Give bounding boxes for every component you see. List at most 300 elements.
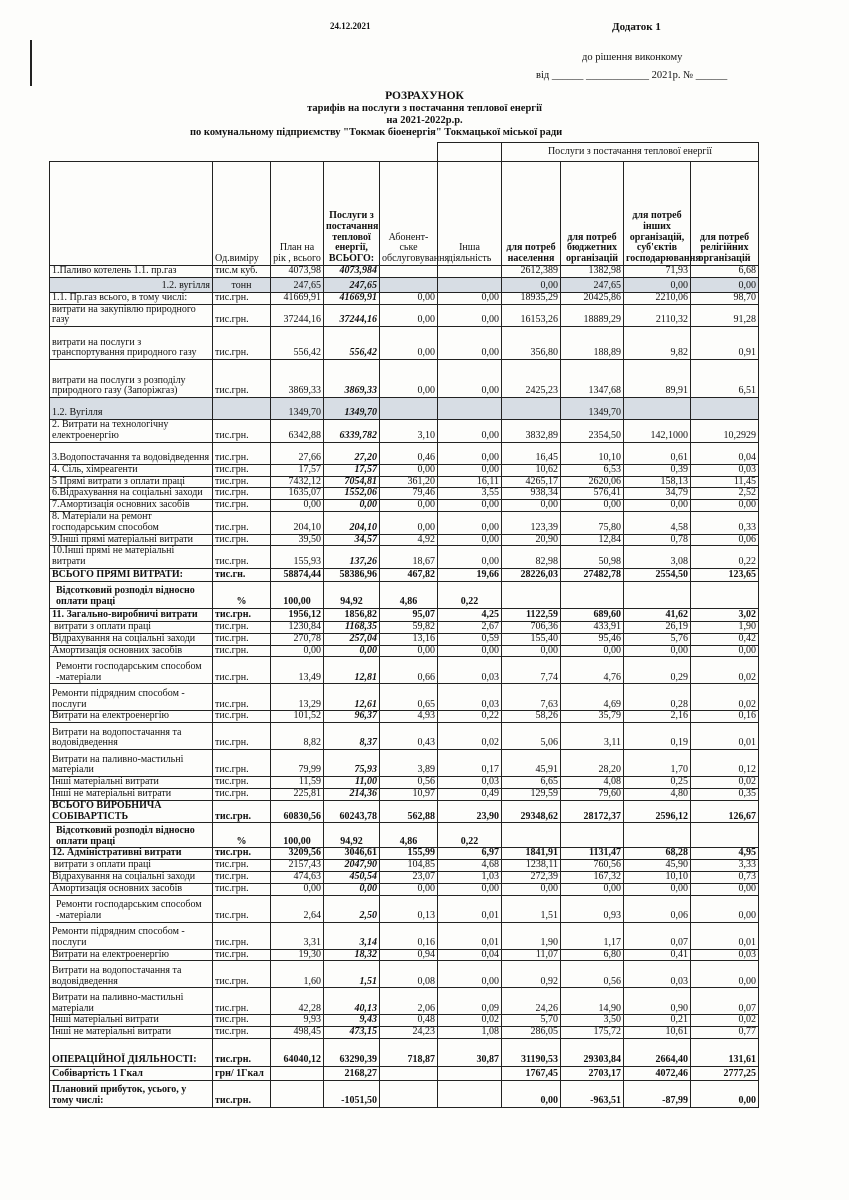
row-label: 11. Загально-виробничі витрати bbox=[50, 608, 213, 621]
value-cell: 938,34 bbox=[502, 488, 561, 500]
value-cell: 0,00 bbox=[380, 292, 438, 304]
document-enterprise: по комунальному підприємству "Токмак біоенергія" Токмацької міської ради bbox=[190, 127, 563, 138]
value-cell: 4,76 bbox=[561, 657, 624, 684]
value-cell: 2,06 bbox=[380, 988, 438, 1015]
value-cell: 0,00 bbox=[624, 883, 691, 895]
unit-cell: тис.грн. bbox=[213, 534, 271, 546]
value-cell: 0,03 bbox=[691, 949, 759, 961]
total-value-cell: 1,51 bbox=[324, 961, 380, 988]
value-cell bbox=[271, 1066, 324, 1080]
value-cell: 361,20 bbox=[380, 476, 438, 488]
value-cell: 45,91 bbox=[502, 750, 561, 777]
value-cell: 2,16 bbox=[624, 711, 691, 723]
value-cell: 706,36 bbox=[502, 621, 561, 633]
row-label: Амортизація основних засобів bbox=[50, 645, 213, 657]
table-row bbox=[50, 327, 759, 360]
value-cell: 0,17 bbox=[438, 750, 502, 777]
total-value-cell: 11,00 bbox=[324, 777, 380, 789]
value-cell: 0,00 bbox=[624, 277, 691, 292]
value-cell: 3,33 bbox=[691, 860, 759, 872]
value-cell: 23,07 bbox=[380, 871, 438, 883]
value-cell: 286,05 bbox=[502, 1027, 561, 1039]
column-header: для потреб бюджетних організацій bbox=[561, 162, 624, 266]
value-cell: 0,61 bbox=[624, 442, 691, 464]
value-cell: 6,53 bbox=[561, 464, 624, 476]
unit-cell: тонн bbox=[213, 277, 271, 292]
total-value-cell: 2168,27 bbox=[324, 1066, 380, 1080]
total-value-cell: -1051,50 bbox=[324, 1080, 380, 1107]
value-cell: 0,01 bbox=[691, 922, 759, 949]
value-cell bbox=[380, 1080, 438, 1107]
table-row bbox=[50, 608, 759, 621]
header-blank-cell bbox=[271, 143, 324, 162]
value-cell: 1,90 bbox=[691, 621, 759, 633]
unit-cell: тис.грн. bbox=[213, 476, 271, 488]
value-cell: 2596,12 bbox=[624, 800, 691, 823]
value-cell: 18935,29 bbox=[502, 292, 561, 304]
value-cell: 2620,06 bbox=[561, 476, 624, 488]
value-cell: 0,19 bbox=[624, 723, 691, 750]
value-cell: 27482,78 bbox=[561, 568, 624, 581]
value-cell: 2110,32 bbox=[624, 304, 691, 327]
value-cell: 270,78 bbox=[271, 633, 324, 645]
value-cell: 1349,70 bbox=[561, 398, 624, 420]
value-cell: 30,87 bbox=[438, 1038, 502, 1066]
value-cell: 5,06 bbox=[502, 723, 561, 750]
value-cell: 3,55 bbox=[438, 488, 502, 500]
decision-label: до рішення виконкому bbox=[582, 52, 683, 63]
value-cell: 3,02 bbox=[691, 608, 759, 621]
value-cell: 4,58 bbox=[624, 511, 691, 534]
unit-cell: тис.грн. bbox=[213, 464, 271, 476]
total-value-cell: 7054,81 bbox=[324, 476, 380, 488]
table-row bbox=[50, 420, 759, 443]
table-row bbox=[50, 633, 759, 645]
value-cell: 24,26 bbox=[502, 988, 561, 1015]
value-cell: 142,1000 bbox=[624, 420, 691, 443]
header-blank-cell bbox=[213, 143, 271, 162]
unit-cell: тис.грн. bbox=[213, 949, 271, 961]
value-cell: 1122,59 bbox=[502, 608, 561, 621]
total-value-cell: 75,93 bbox=[324, 750, 380, 777]
value-cell: 1956,12 bbox=[271, 608, 324, 621]
value-cell: 556,42 bbox=[271, 327, 324, 360]
value-cell: 123,65 bbox=[691, 568, 759, 581]
total-value-cell: 4073,984 bbox=[324, 266, 380, 278]
total-value-cell: 450,54 bbox=[324, 871, 380, 883]
row-label: 9.Інші прямі матеріальні витрати bbox=[50, 534, 213, 546]
value-cell: 129,59 bbox=[502, 788, 561, 800]
unit-cell: тис.грн. bbox=[213, 327, 271, 360]
value-cell: 1230,84 bbox=[271, 621, 324, 633]
value-cell bbox=[438, 266, 502, 278]
total-value-cell: 34,57 bbox=[324, 534, 380, 546]
row-label: Витрати на електроенергію bbox=[50, 711, 213, 723]
annex-label: Додаток 1 bbox=[612, 21, 661, 33]
value-cell: 433,91 bbox=[561, 621, 624, 633]
value-cell: 0,56 bbox=[561, 961, 624, 988]
total-value-cell: 3,14 bbox=[324, 922, 380, 949]
value-cell: 28226,03 bbox=[502, 568, 561, 581]
value-cell: 0,13 bbox=[380, 895, 438, 922]
value-cell: 0,41 bbox=[624, 949, 691, 961]
table-row bbox=[50, 949, 759, 961]
total-value-cell: 214,36 bbox=[324, 788, 380, 800]
document-date: 24.12.2021 bbox=[330, 21, 371, 31]
value-cell: 7,74 bbox=[502, 657, 561, 684]
row-label: Інші матеріальні витрати bbox=[50, 777, 213, 789]
value-cell: 0,56 bbox=[380, 777, 438, 789]
row-label: 12. Адміністративні витрати bbox=[50, 848, 213, 860]
value-cell: 75,80 bbox=[561, 511, 624, 534]
value-cell: 0,00 bbox=[502, 500, 561, 512]
value-cell: 12,84 bbox=[561, 534, 624, 546]
total-value-cell: 3046,61 bbox=[324, 848, 380, 860]
value-cell: 42,28 bbox=[271, 988, 324, 1015]
table-row bbox=[50, 848, 759, 860]
value-cell bbox=[502, 581, 561, 608]
value-cell: 0,28 bbox=[624, 684, 691, 711]
unit-cell: тис.м куб. bbox=[213, 266, 271, 278]
value-cell: 356,80 bbox=[502, 327, 561, 360]
unit-cell: тис.грн. bbox=[213, 848, 271, 860]
value-cell: 95,46 bbox=[561, 633, 624, 645]
value-cell: 17,57 bbox=[271, 464, 324, 476]
unit-cell: тис.грн. bbox=[213, 684, 271, 711]
value-cell: 155,40 bbox=[502, 633, 561, 645]
unit-cell: тис.грн. bbox=[213, 292, 271, 304]
unit-cell: тис.грн. bbox=[213, 645, 271, 657]
table-row bbox=[50, 723, 759, 750]
table-row bbox=[50, 860, 759, 872]
unit-cell: тис.грн. bbox=[213, 304, 271, 327]
value-cell: 0,00 bbox=[271, 500, 324, 512]
column-header: для потреб інших організацій, суб'єктів господарювання bbox=[624, 162, 691, 266]
value-cell: 8,82 bbox=[271, 723, 324, 750]
value-cell: 0,77 bbox=[691, 1027, 759, 1039]
value-cell: 0,00 bbox=[691, 883, 759, 895]
table-row bbox=[50, 360, 759, 398]
value-cell: 1349,70 bbox=[271, 398, 324, 420]
group-header-row bbox=[50, 143, 759, 162]
unit-cell: тис.грн. bbox=[213, 420, 271, 443]
value-cell: 4072,46 bbox=[624, 1066, 691, 1080]
value-cell: 0,73 bbox=[691, 871, 759, 883]
value-cell bbox=[438, 398, 502, 420]
value-cell bbox=[380, 398, 438, 420]
row-label: 1.2. Вугілля bbox=[50, 398, 213, 420]
value-cell: 79,99 bbox=[271, 750, 324, 777]
table-row bbox=[50, 800, 759, 823]
table-row bbox=[50, 488, 759, 500]
value-cell: 0,16 bbox=[380, 922, 438, 949]
value-cell: 247,65 bbox=[271, 277, 324, 292]
value-cell: 58874,44 bbox=[271, 568, 324, 581]
value-cell: 167,32 bbox=[561, 871, 624, 883]
value-cell: 0,00 bbox=[502, 1080, 561, 1107]
row-label: Інші матеріальні витрати bbox=[50, 1015, 213, 1027]
table-row bbox=[50, 823, 759, 848]
unit-cell: грн/ 1Гкал bbox=[213, 1066, 271, 1080]
value-cell: 155,93 bbox=[271, 546, 324, 569]
unit-cell bbox=[213, 398, 271, 420]
value-cell: 0,00 bbox=[438, 304, 502, 327]
unit-cell: тис.грн. bbox=[213, 988, 271, 1015]
value-cell: 760,56 bbox=[561, 860, 624, 872]
value-cell: 45,90 bbox=[624, 860, 691, 872]
value-cell: 2425,23 bbox=[502, 360, 561, 398]
value-cell: 0,66 bbox=[380, 657, 438, 684]
value-cell: 467,82 bbox=[380, 568, 438, 581]
unit-cell: тис.грн. bbox=[213, 711, 271, 723]
unit-cell: тис.грн. bbox=[213, 1038, 271, 1066]
value-cell: 60830,56 bbox=[271, 800, 324, 823]
value-cell: 0,00 bbox=[438, 292, 502, 304]
value-cell: 24,23 bbox=[380, 1027, 438, 1039]
unit-cell: тис.грн. bbox=[213, 871, 271, 883]
row-label: Ремонти господарським способом -матеріали bbox=[50, 895, 213, 922]
value-cell: 6,68 bbox=[691, 266, 759, 278]
unit-cell: тис.грн. bbox=[213, 608, 271, 621]
table-row bbox=[50, 1027, 759, 1039]
table-row bbox=[50, 788, 759, 800]
value-cell: 6,80 bbox=[561, 949, 624, 961]
total-value-cell: 94,92 bbox=[324, 823, 380, 848]
value-cell: 1,60 bbox=[271, 961, 324, 988]
value-cell: 13,16 bbox=[380, 633, 438, 645]
value-cell bbox=[624, 398, 691, 420]
table-row bbox=[50, 684, 759, 711]
value-cell: 26,19 bbox=[624, 621, 691, 633]
value-cell: 0,33 bbox=[691, 511, 759, 534]
value-cell: 0,00 bbox=[624, 645, 691, 657]
row-label: 4. Сіль, хімреагенти bbox=[50, 464, 213, 476]
table-row bbox=[50, 750, 759, 777]
value-cell: 0,00 bbox=[691, 895, 759, 922]
column-header bbox=[50, 162, 213, 266]
value-cell: 10,61 bbox=[624, 1027, 691, 1039]
value-cell: 0,00 bbox=[380, 327, 438, 360]
value-cell bbox=[624, 823, 691, 848]
value-cell: 0,02 bbox=[691, 1015, 759, 1027]
unit-cell: тис.грн. bbox=[213, 511, 271, 534]
value-cell: 1841,91 bbox=[502, 848, 561, 860]
value-cell: 0,02 bbox=[438, 1015, 502, 1027]
value-cell: 91,28 bbox=[691, 304, 759, 327]
value-cell: 0,00 bbox=[380, 464, 438, 476]
value-cell: 272,39 bbox=[502, 871, 561, 883]
value-cell: 0,01 bbox=[438, 922, 502, 949]
value-cell: 0,00 bbox=[691, 500, 759, 512]
value-cell: 2777,25 bbox=[691, 1066, 759, 1080]
value-cell: 3,08 bbox=[624, 546, 691, 569]
row-label: 7.Амортизація основних засобів bbox=[50, 500, 213, 512]
value-cell: 0,00 bbox=[691, 645, 759, 657]
value-cell: 37244,16 bbox=[271, 304, 324, 327]
value-cell: 4,69 bbox=[561, 684, 624, 711]
value-cell: 3,10 bbox=[380, 420, 438, 443]
value-cell: 7,63 bbox=[502, 684, 561, 711]
value-cell: 0,22 bbox=[438, 711, 502, 723]
value-cell: 28172,37 bbox=[561, 800, 624, 823]
value-cell: 175,72 bbox=[561, 1027, 624, 1039]
value-cell: 4,80 bbox=[624, 788, 691, 800]
value-cell: 4,95 bbox=[691, 848, 759, 860]
value-cell: 82,98 bbox=[502, 546, 561, 569]
value-cell: 10,97 bbox=[380, 788, 438, 800]
table-row bbox=[50, 511, 759, 534]
value-cell: 1,90 bbox=[502, 922, 561, 949]
total-value-cell: 6339,782 bbox=[324, 420, 380, 443]
value-cell: -87,99 bbox=[624, 1080, 691, 1107]
unit-cell: тис.грн. bbox=[213, 442, 271, 464]
value-cell: 0,03 bbox=[438, 657, 502, 684]
total-value-cell: 9,43 bbox=[324, 1015, 380, 1027]
value-cell: 4,25 bbox=[438, 608, 502, 621]
total-value-cell: 58386,96 bbox=[324, 568, 380, 581]
unit-cell: тис.грн. bbox=[213, 1080, 271, 1107]
table-row bbox=[50, 546, 759, 569]
value-cell: 3,31 bbox=[271, 922, 324, 949]
value-cell: 0,21 bbox=[624, 1015, 691, 1027]
value-cell: 89,91 bbox=[624, 360, 691, 398]
row-label: Витрати на паливно-мастильні матеріали bbox=[50, 750, 213, 777]
row-label: Відрахування на соціальні заходи bbox=[50, 633, 213, 645]
value-cell: 0,22 bbox=[438, 581, 502, 608]
value-cell: 0,29 bbox=[624, 657, 691, 684]
value-cell bbox=[561, 581, 624, 608]
row-label: ОПЕРАЦІЙНОЇ ДІЯЛЬНОСТІ: bbox=[50, 1038, 213, 1066]
value-cell: 1,08 bbox=[438, 1027, 502, 1039]
value-cell: 100,00 bbox=[271, 581, 324, 608]
value-cell: 126,67 bbox=[691, 800, 759, 823]
table-row bbox=[50, 476, 759, 488]
value-cell: 188,89 bbox=[561, 327, 624, 360]
table-row bbox=[50, 1038, 759, 1066]
total-value-cell: 1349,70 bbox=[324, 398, 380, 420]
value-cell: 3,50 bbox=[561, 1015, 624, 1027]
value-cell: 0,43 bbox=[380, 723, 438, 750]
value-cell: 2,64 bbox=[271, 895, 324, 922]
value-cell bbox=[502, 823, 561, 848]
value-cell: 0,00 bbox=[438, 500, 502, 512]
value-cell: 0,03 bbox=[438, 684, 502, 711]
total-value-cell: 12,81 bbox=[324, 657, 380, 684]
table-row bbox=[50, 464, 759, 476]
row-label: 1.2. вугілля bbox=[50, 277, 213, 292]
total-value-cell: 96,37 bbox=[324, 711, 380, 723]
value-cell: 0,39 bbox=[624, 464, 691, 476]
value-cell: 0,00 bbox=[691, 1080, 759, 1107]
value-cell: 0,03 bbox=[691, 464, 759, 476]
unit-cell: тис.грн. bbox=[213, 922, 271, 949]
row-label: 1.Паливо котелень 1.1. пр.газ bbox=[50, 266, 213, 278]
total-value-cell: 0,00 bbox=[324, 645, 380, 657]
value-cell: 0,65 bbox=[380, 684, 438, 711]
value-cell: 10,62 bbox=[502, 464, 561, 476]
unit-cell: тис.грн. bbox=[213, 788, 271, 800]
value-cell: 101,52 bbox=[271, 711, 324, 723]
value-cell: 0,09 bbox=[438, 988, 502, 1015]
value-cell: 4,92 bbox=[380, 534, 438, 546]
value-cell: 3869,33 bbox=[271, 360, 324, 398]
value-cell: 11,07 bbox=[502, 949, 561, 961]
value-cell: 0,02 bbox=[691, 777, 759, 789]
unit-cell: тис.грн. bbox=[213, 723, 271, 750]
document-period: на 2021-2022р.р. bbox=[386, 115, 463, 126]
value-cell: 1,03 bbox=[438, 871, 502, 883]
value-cell bbox=[691, 398, 759, 420]
value-cell: 2,67 bbox=[438, 621, 502, 633]
value-cell: 13,49 bbox=[271, 657, 324, 684]
row-label: ВСЬОГО ВИРОБНИЧА СОБІВАРТІСТЬ bbox=[50, 800, 213, 823]
table-row bbox=[50, 266, 759, 278]
row-label: Витрати на водопостачання та водовідведення bbox=[50, 723, 213, 750]
row-label: 1.1. Пр.газ всього, в тому числі: bbox=[50, 292, 213, 304]
table-row bbox=[50, 1080, 759, 1107]
value-cell: 19,66 bbox=[438, 568, 502, 581]
value-cell: 20425,86 bbox=[561, 292, 624, 304]
total-value-cell: 17,57 bbox=[324, 464, 380, 476]
total-value-cell: 2,50 bbox=[324, 895, 380, 922]
value-cell: 0,02 bbox=[691, 657, 759, 684]
value-cell: 0,94 bbox=[380, 949, 438, 961]
total-value-cell: 40,13 bbox=[324, 988, 380, 1015]
value-cell: 0,00 bbox=[438, 883, 502, 895]
unit-cell: тис.грн. bbox=[213, 546, 271, 569]
value-cell: 3209,56 bbox=[271, 848, 324, 860]
value-cell: 31190,53 bbox=[502, 1038, 561, 1066]
table-row bbox=[50, 922, 759, 949]
value-cell: 0,02 bbox=[691, 684, 759, 711]
value-cell: 0,92 bbox=[502, 961, 561, 988]
value-cell: 3,89 bbox=[380, 750, 438, 777]
value-cell: 0,00 bbox=[438, 546, 502, 569]
table-row bbox=[50, 777, 759, 789]
value-cell: 0,01 bbox=[691, 723, 759, 750]
group-header-cell: Послуги з постачання теплової енергії bbox=[502, 143, 759, 162]
row-label: 8. Матеріали на ремонт господарським способом bbox=[50, 511, 213, 534]
total-value-cell: 1168,35 bbox=[324, 621, 380, 633]
value-cell: 0,00 bbox=[561, 645, 624, 657]
value-cell: 0,00 bbox=[691, 961, 759, 988]
value-cell bbox=[561, 823, 624, 848]
value-cell: 18,67 bbox=[380, 546, 438, 569]
decision-date-line: від ______ ____________ 2021р. № ______ bbox=[536, 70, 728, 81]
value-cell: 34,79 bbox=[624, 488, 691, 500]
value-cell: 6,51 bbox=[691, 360, 759, 398]
value-cell: 0,25 bbox=[624, 777, 691, 789]
value-cell: 98,70 bbox=[691, 292, 759, 304]
header-blank-cell bbox=[380, 143, 438, 162]
value-cell: 0,00 bbox=[438, 327, 502, 360]
table-row bbox=[50, 398, 759, 420]
header-blank-cell bbox=[324, 143, 380, 162]
value-cell: 2703,17 bbox=[561, 1066, 624, 1080]
table-row bbox=[50, 1015, 759, 1027]
table-row bbox=[50, 961, 759, 988]
table-row bbox=[50, 657, 759, 684]
row-label: Витрати на водопостачання та водовідведення bbox=[50, 961, 213, 988]
value-cell: 718,87 bbox=[380, 1038, 438, 1066]
value-cell bbox=[691, 823, 759, 848]
row-label: 3.Водопостачання та водовідведення bbox=[50, 442, 213, 464]
row-label: Інші не матеріальні витрати bbox=[50, 1027, 213, 1039]
total-value-cell: 63290,39 bbox=[324, 1038, 380, 1066]
value-cell: 14,90 bbox=[561, 988, 624, 1015]
row-label: 5 Прямі витрати з оплати праці bbox=[50, 476, 213, 488]
value-cell: 0,00 bbox=[502, 277, 561, 292]
